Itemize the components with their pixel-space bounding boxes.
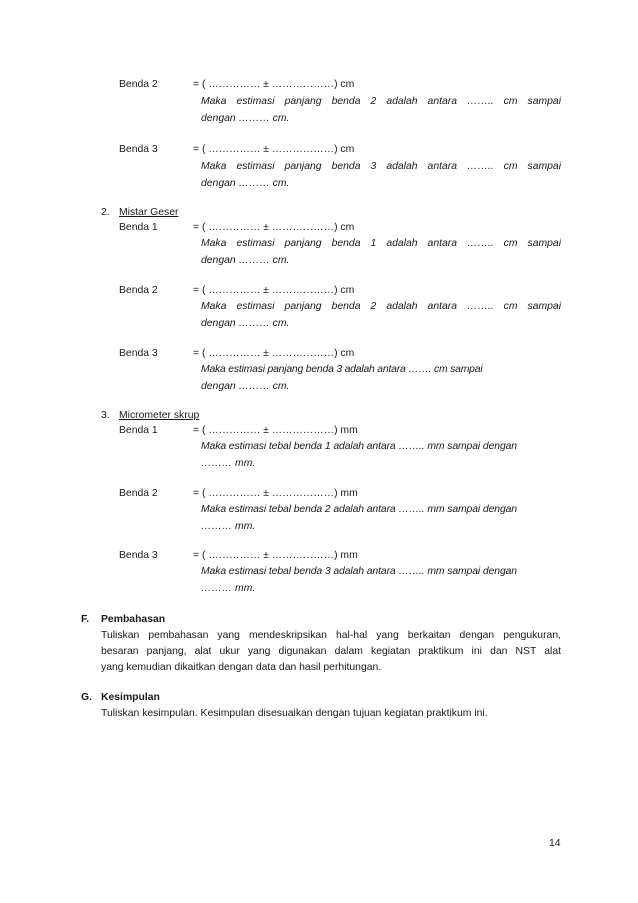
estimate-line-end: dengan ……… cm. bbox=[201, 178, 290, 189]
item-label: Benda 3 bbox=[119, 144, 158, 155]
item-formula: = ( …………… ± ………………) mm bbox=[193, 488, 358, 499]
item-label: Benda 2 bbox=[119, 79, 158, 90]
paragraph-line: Tuliskan pembahasan yang mendeskripsikan hal-hal yang berkaitan dengan pengukuran, bbox=[101, 630, 561, 641]
section-heading: Pembahasan bbox=[101, 614, 166, 625]
estimate-line: Maka estimasi tebal benda 2 adalah antara …….. mm sampai dengan bbox=[201, 504, 517, 515]
paragraph-line: Tuliskan kesimpulan. Kesimpulan disesuaikan dengan tujuan kegiatan praktikum ini. bbox=[101, 708, 488, 719]
section-subtitle: Mistar Geser bbox=[119, 207, 179, 218]
estimate-line: Maka estimasi panjang benda 3 adalah antara ……. cm sampai bbox=[201, 364, 483, 375]
item-label: Benda 1 bbox=[119, 222, 158, 233]
item-formula: = ( …………… ± ………………) mm bbox=[193, 425, 358, 436]
item-formula: = ( …………… ± ………………) cm bbox=[193, 144, 355, 155]
estimate-line-end: dengan ……… cm. bbox=[201, 255, 290, 266]
estimate-line: Maka estimasi panjang benda 3 adalah antara …….. cm sampai bbox=[201, 161, 561, 172]
paragraph-line: besaran panjang, alat ukur yang digunakan dalam kegiatan praktikum ini dan NST alat bbox=[101, 646, 561, 657]
estimate-line-end: ……… mm. bbox=[201, 583, 256, 594]
item-formula: = ( …………… ± ………………) mm bbox=[193, 550, 358, 561]
estimate-line: Maka estimasi panjang benda 2 adalah antara …….. cm sampai bbox=[201, 301, 561, 312]
list-number: 2. bbox=[101, 207, 110, 218]
item-formula: = ( …………… ± ………………) cm bbox=[193, 285, 355, 296]
item-label: Benda 2 bbox=[119, 285, 158, 296]
estimate-line: Maka estimasi tebal benda 1 adalah antara …….. mm sampai dengan bbox=[201, 441, 517, 452]
estimate-line-end: dengan ……… cm. bbox=[201, 318, 290, 329]
item-formula: = ( …………… ± ………………) cm bbox=[193, 222, 355, 233]
list-number: 3. bbox=[101, 410, 110, 421]
item-formula: = ( …………… ± ………………) cm bbox=[193, 79, 355, 90]
section-letter: F. bbox=[81, 614, 90, 625]
paragraph-line: yang kemudian dikaitkan dengan data dan hasil perhitungan. bbox=[101, 662, 382, 673]
page-number: 14 bbox=[549, 838, 561, 849]
estimate-line-end: dengan ……… cm. bbox=[201, 113, 290, 124]
section-heading: Kesimpulan bbox=[101, 692, 160, 703]
estimate-line-end: dengan ……… cm. bbox=[201, 381, 290, 392]
item-label: Benda 2 bbox=[119, 488, 158, 499]
item-label: Benda 1 bbox=[119, 425, 158, 436]
estimate-line: Maka estimasi panjang benda 1 adalah antara …….. cm sampai bbox=[201, 238, 561, 249]
item-formula: = ( …………… ± ………………) cm bbox=[193, 348, 355, 359]
estimate-line-end: ……… mm. bbox=[201, 458, 256, 469]
section-letter: G. bbox=[81, 692, 92, 703]
estimate-line-end: ……… mm. bbox=[201, 521, 256, 532]
estimate-line: Maka estimasi panjang benda 2 adalah antara …….. cm sampai bbox=[201, 96, 561, 107]
estimate-line: Maka estimasi tebal benda 3 adalah antara …….. mm sampai dengan bbox=[201, 566, 517, 577]
item-label: Benda 3 bbox=[119, 550, 158, 561]
item-label: Benda 3 bbox=[119, 348, 158, 359]
section-subtitle: Micrometer skrup bbox=[119, 410, 200, 421]
